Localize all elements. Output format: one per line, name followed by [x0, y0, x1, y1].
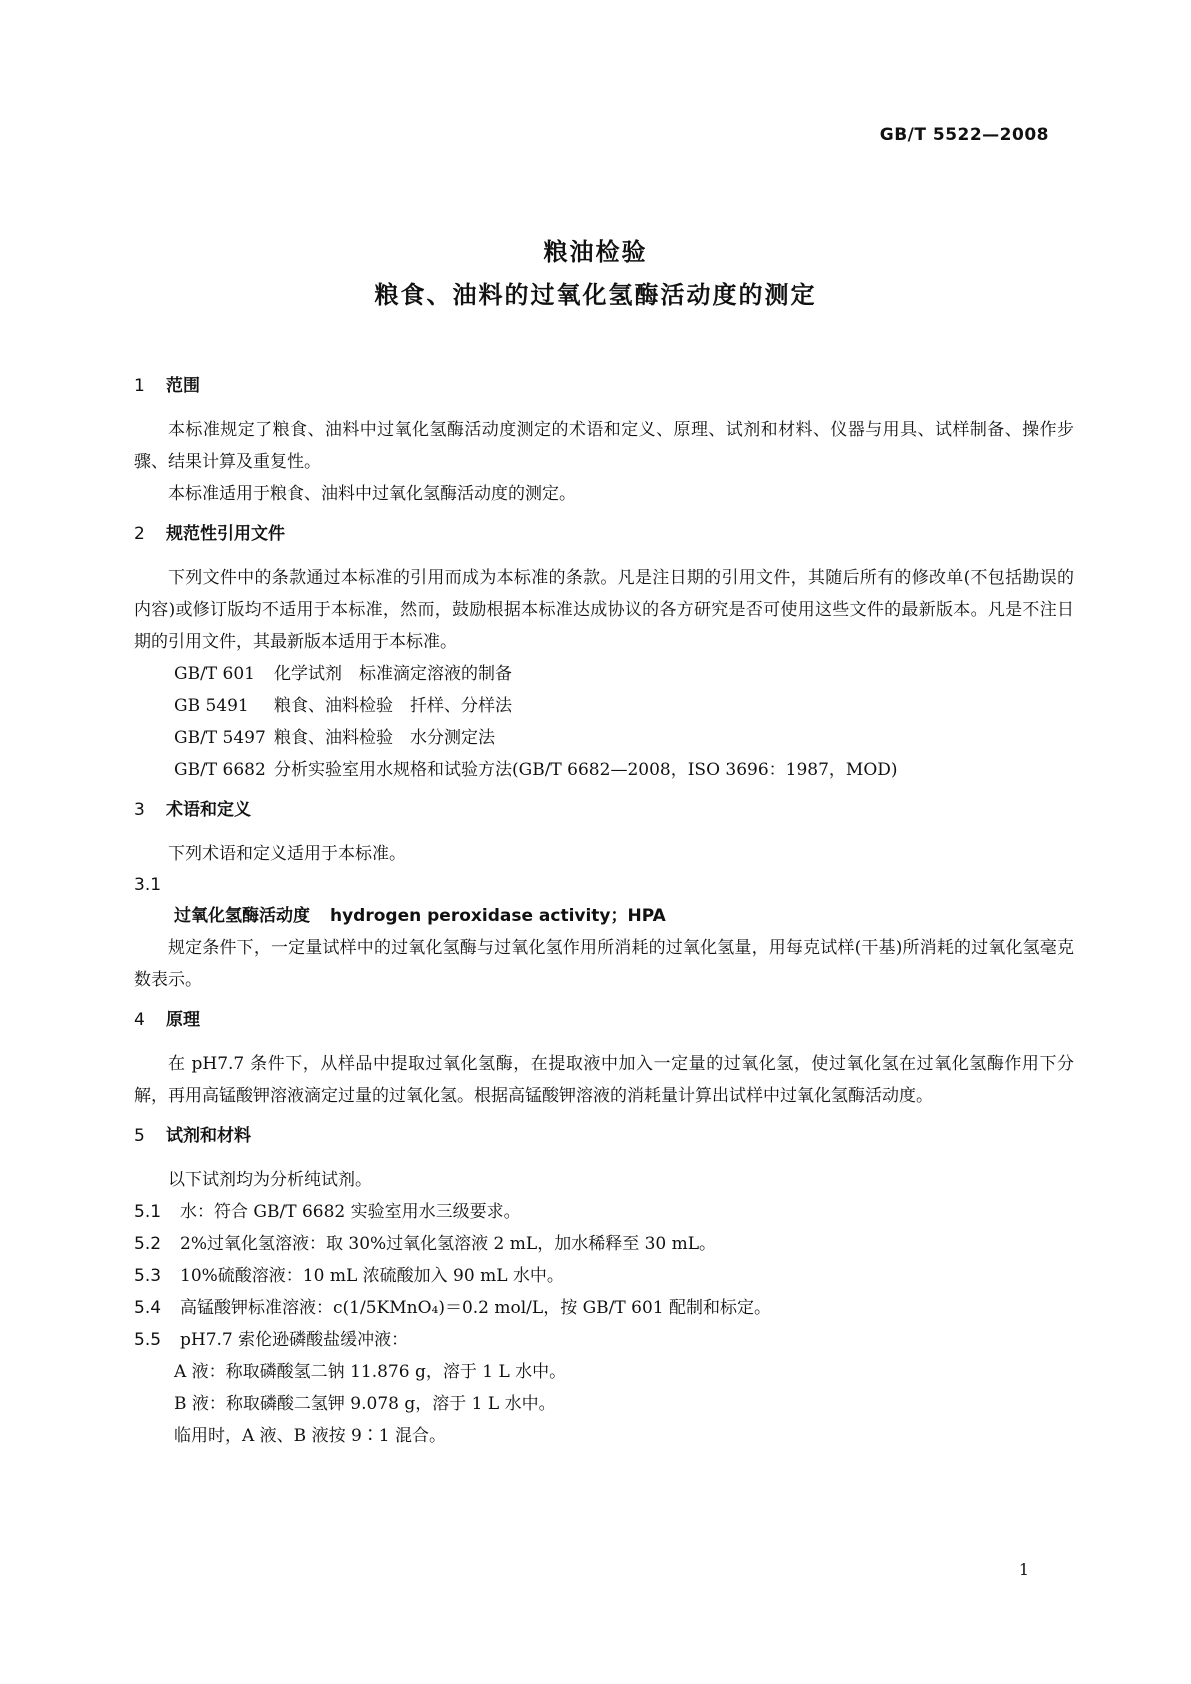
section-number: 2 [134, 524, 145, 544]
paragraph: 本标准规定了粮食、油料中过氧化氢酶活动度测定的术语和定义、原理、试剂和材料、仪器与用具、试样制备、操作步骤、结果计算及重复性。 [134, 420, 1074, 472]
list-item [134, 1260, 1074, 1292]
section-number: 4 [134, 1010, 145, 1030]
item-text: 水：符合 GB/T 6682 实验室用水三级要求。 [180, 1202, 521, 1222]
section-title: 原理 [166, 1010, 200, 1030]
section-heading-4 [134, 1006, 1074, 1034]
reference-code: GB/T 6682 [174, 760, 266, 780]
sub-item: 临用时，A 液、B 液按 9∶1 混合。 [174, 1426, 447, 1446]
item-text: 10%硫酸溶液：10 mL 浓硫酸加入 90 mL 水中。 [180, 1266, 564, 1286]
reference-item [134, 722, 1074, 754]
section-title: 范围 [166, 376, 200, 396]
document-body [134, 372, 1074, 1452]
document-title: 粮油检验 [543, 238, 648, 266]
section-heading-1 [134, 372, 1074, 400]
reference-title: 分析实验室用水规格和试验方法(GB/T 6682—2008，ISO 3696：1987，MOD) [274, 760, 898, 780]
item-number: 5.4 [134, 1298, 162, 1318]
reference-title: 粮食、油料检验 扦样、分样法 [274, 696, 512, 716]
paragraph: 下列文件中的条款通过本标准的引用而成为本标准的条款。凡是注日期的引用文件，其随后所有的修改单(不包括勘误的内容)或修订版均不适用于本标准，然而，鼓励根据本标准达成协议的各方研究是否可使用这些文件的最新版本。凡是不注日期的引用文件，其最新版本适用于本标准。 [134, 568, 1074, 652]
section-heading-5 [134, 1122, 1074, 1150]
reference-item [134, 690, 1074, 722]
section-title: 规范性引用文件 [166, 524, 285, 544]
section-title: 术语和定义 [166, 800, 251, 820]
section-number: 1 [134, 376, 145, 396]
list-item [134, 1196, 1074, 1228]
sub-item: A 液：称取磷酸氢二钠 11.876 g，溶于 1 L 水中。 [174, 1362, 567, 1382]
item-number: 5.1 [134, 1202, 162, 1222]
list-item [134, 1324, 1074, 1356]
sub-item: B 液：称取磷酸二氢钾 9.078 g，溶于 1 L 水中。 [174, 1394, 556, 1414]
paragraph: 本标准适用于粮食、油料中过氧化氢酶活动度的测定。 [168, 484, 576, 504]
term-number: 3.1 [134, 875, 162, 895]
paragraph: 下列术语和定义适用于本标准。 [168, 844, 406, 864]
paragraph: 在 pH7.7 条件下，从样品中提取过氧化氢酶，在提取液中加入一定量的过氧化氢，使过氧化氢在过氧化氢酶作用下分解，再用高锰酸钾溶液滴定过量的过氧化氢。根据高锰酸钾溶液的消耗量计算出试样中过氧化氢酶活动度。 [134, 1054, 1074, 1106]
paragraph: 以下试剂均为分析纯试剂。 [168, 1170, 372, 1190]
section-heading-2 [134, 520, 1074, 548]
term-definition: 规定条件下，一定量试样中的过氧化氢酶与过氧化氢作用所消耗的过氧化氢量，用每克试样(干基)所消耗的过氧化氢毫克数表示。 [134, 938, 1074, 990]
reference-code: GB 5491 [174, 696, 249, 716]
reference-item [134, 754, 1074, 786]
reference-title: 粮食、油料检验 水分测定法 [274, 728, 495, 748]
reference-title: 化学试剂 标准滴定溶液的制备 [274, 664, 512, 684]
list-item [134, 1228, 1074, 1260]
section-heading-3 [134, 796, 1074, 824]
document-subtitle: 粮食、油料的过氧化氢酶活动度的测定 [374, 281, 817, 309]
reference-item [134, 658, 1074, 690]
item-text: 高锰酸钾标准溶液：c(1/5KMnO₄)＝0.2 mol/L，按 GB/T 601 配制和标定。 [180, 1298, 771, 1318]
section-number: 5 [134, 1126, 145, 1146]
section-title: 试剂和材料 [166, 1126, 251, 1146]
standard-code: GB/T 5522—2008 [879, 125, 1049, 145]
term-entry [134, 900, 1074, 932]
item-text: 2%过氧化氢溶液：取 30%过氧化氢溶液 2 mL，加水稀释至 30 mL。 [180, 1234, 717, 1254]
reference-code: GB/T 5497 [174, 728, 266, 748]
item-number: 5.3 [134, 1266, 162, 1286]
item-text: pH7.7 索伦逊磷酸盐缓冲液： [180, 1330, 409, 1350]
term-english: hydrogen peroxidase activity；HPA [330, 906, 666, 926]
list-item [134, 1292, 1074, 1324]
term-chinese: 过氧化氢酶活动度 [174, 906, 310, 926]
page-number: 1 [1018, 1560, 1029, 1579]
reference-code: GB/T 601 [174, 664, 255, 684]
item-number: 5.2 [134, 1234, 162, 1254]
item-number: 5.5 [134, 1330, 162, 1350]
section-number: 3 [134, 800, 145, 820]
